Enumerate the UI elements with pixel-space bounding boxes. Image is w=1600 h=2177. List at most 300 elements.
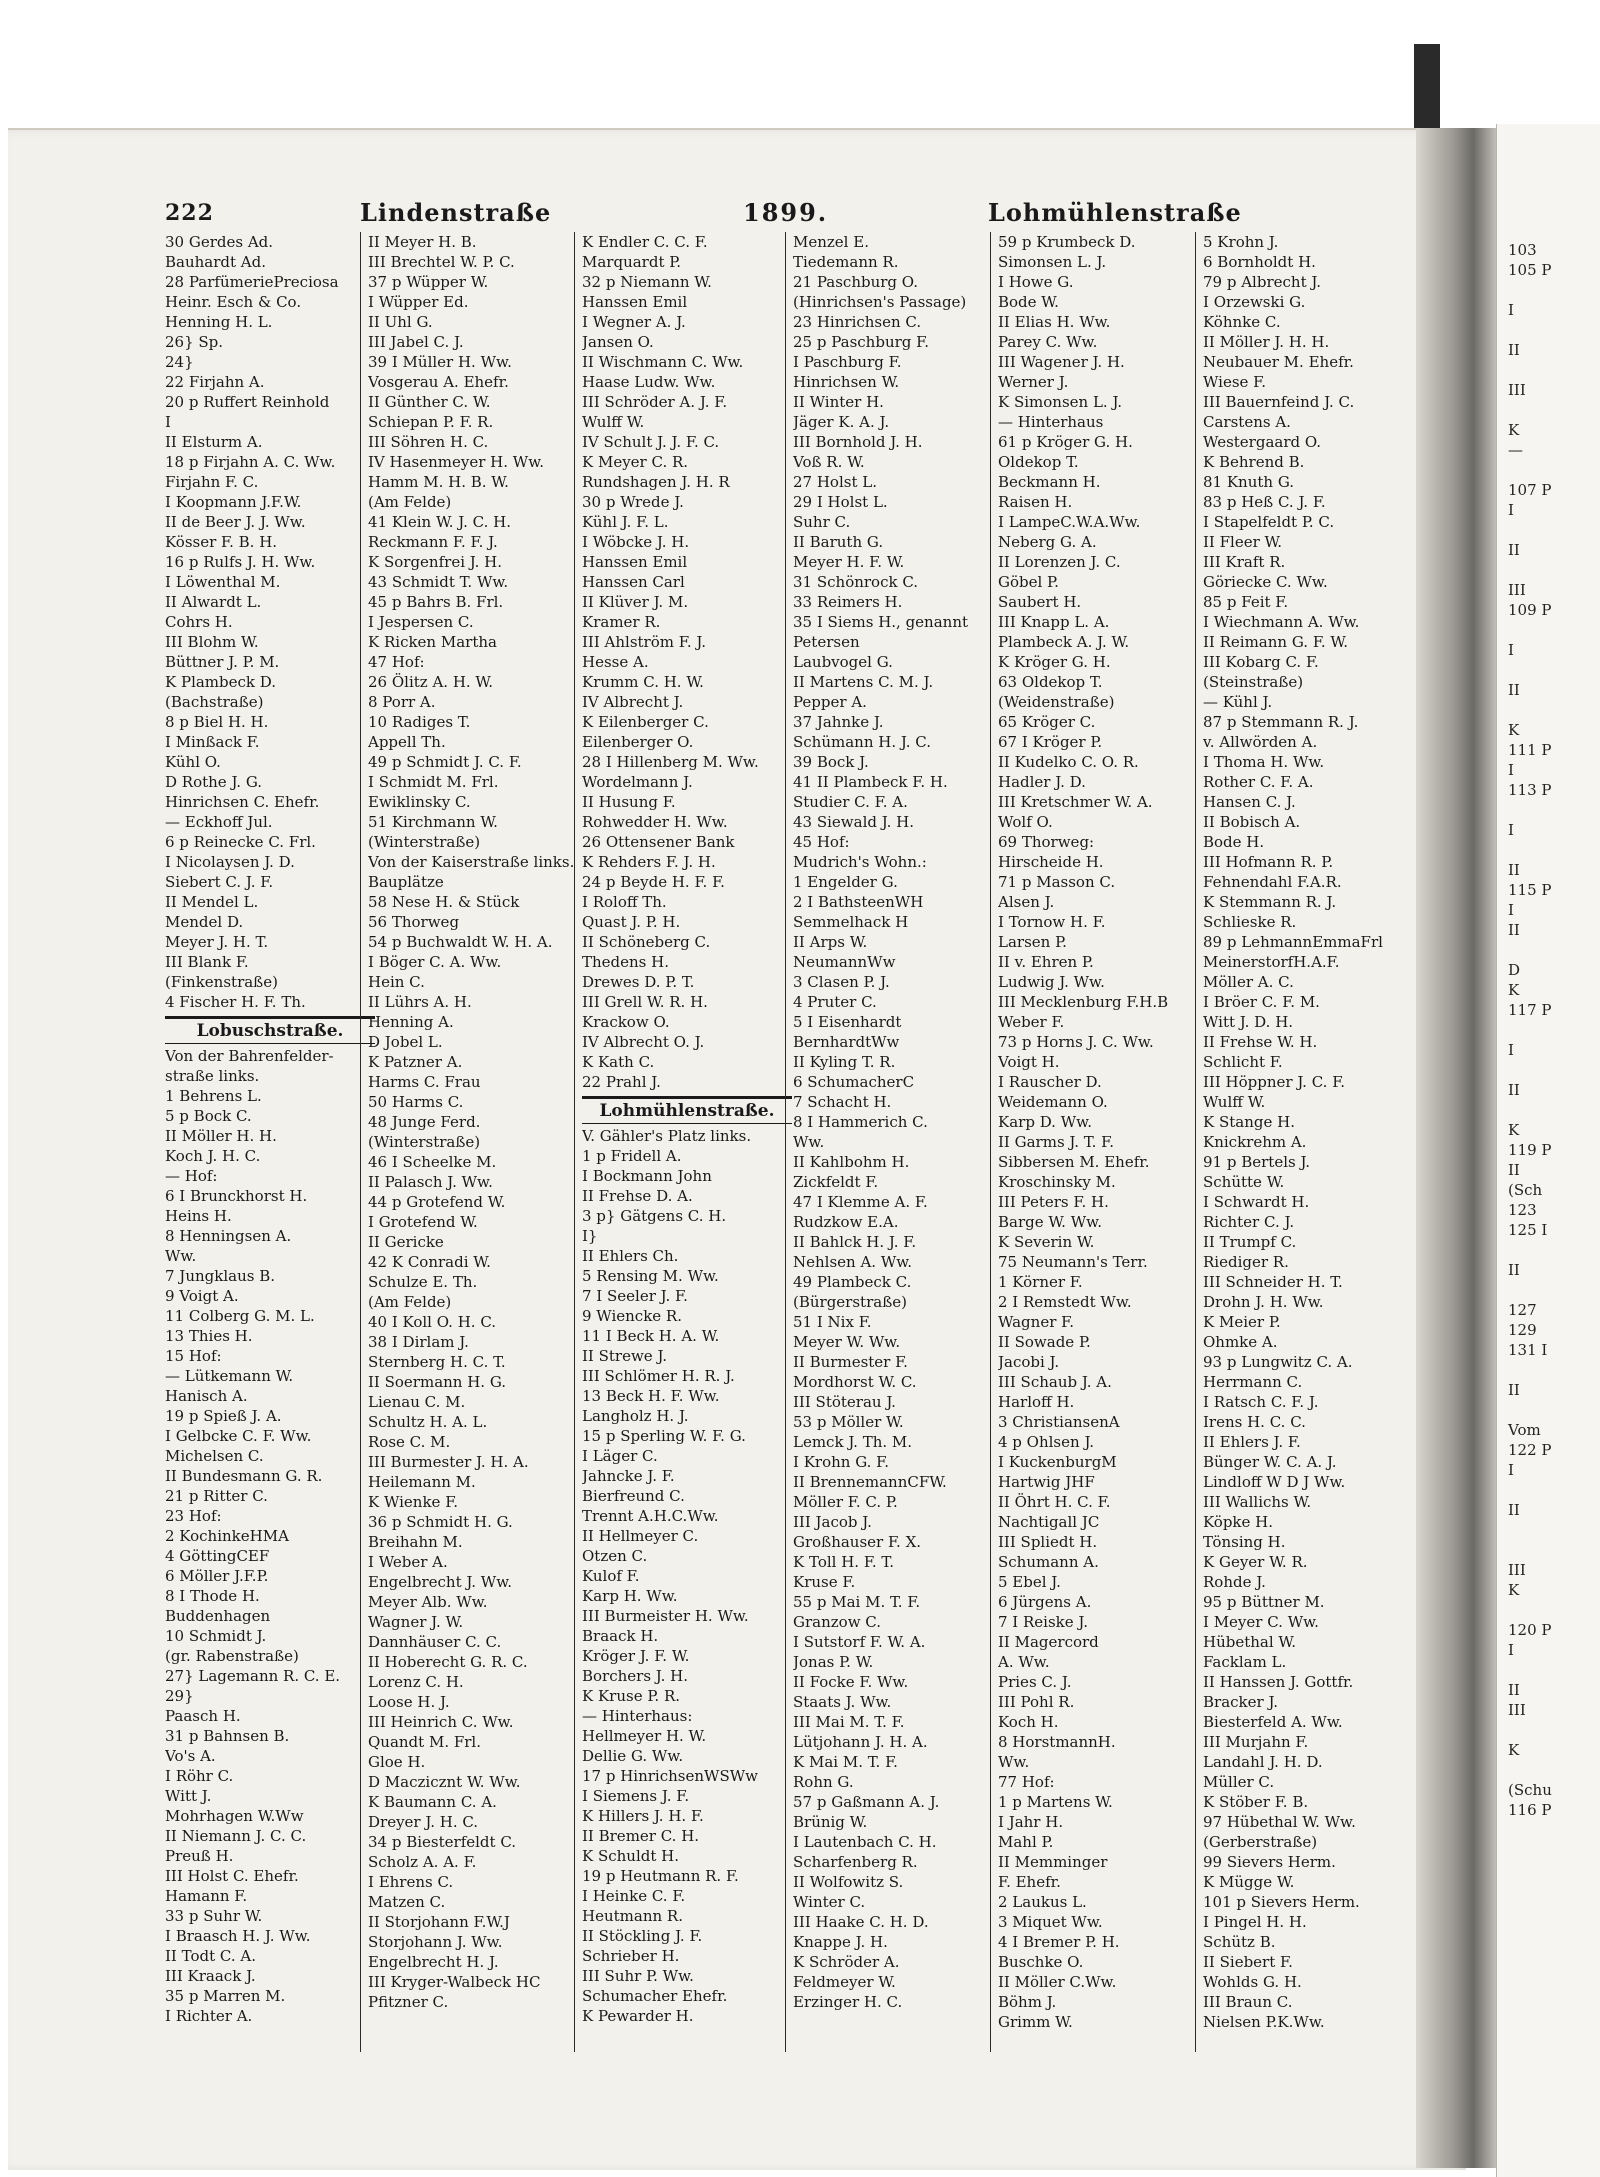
directory-entry: III Höppner J. C. F. xyxy=(1203,1073,1346,1091)
directory-entry: Otzen C. xyxy=(582,1547,648,1565)
directory-entry: K Plambeck D. xyxy=(165,673,277,691)
directory-entry: Heutmann R. xyxy=(582,1907,683,1925)
next-page-fragment: 115 P xyxy=(1508,881,1552,899)
directory-entry: 19 p Spieß J. A. xyxy=(165,1407,282,1425)
directory-entry: 85 p Feit F. xyxy=(1203,593,1289,611)
directory-entry: Jonas P. W. xyxy=(793,1653,874,1671)
directory-entry: II Möller C.Ww. xyxy=(998,1973,1117,1991)
directory-entry: Buddenhagen xyxy=(165,1607,271,1625)
directory-entry: K Wienke F. xyxy=(368,1493,459,1511)
directory-entry: K Kruse P. R. xyxy=(582,1687,681,1705)
next-page-fragment: 111 P xyxy=(1508,741,1552,759)
directory-entry: Hadler J. D. xyxy=(998,773,1086,791)
directory-entry: Sternberg H. C. T. xyxy=(368,1353,506,1371)
directory-entry: Krackow O. xyxy=(582,1013,670,1031)
directory-entry: 7 Schacht H. xyxy=(793,1093,892,1111)
directory-entry: Knappe J. H. xyxy=(793,1933,888,1951)
directory-entry: Alsen J. xyxy=(998,893,1055,911)
directory-entry: 61 p Kröger G. H. xyxy=(998,433,1133,451)
directory-entry: Studier C. F. A. xyxy=(793,793,908,811)
directory-entry: III Ahlström F. J. xyxy=(582,633,706,651)
directory-entry: Bauhardt Ad. xyxy=(165,253,267,271)
directory-entry: II Bremer C. H. xyxy=(582,1827,700,1845)
directory-entry: Pepper A. xyxy=(793,693,867,711)
directory-entry: Tiedemann R. xyxy=(793,253,899,271)
directory-entry: 6 Jürgens A. xyxy=(998,1593,1092,1611)
directory-entry: 29 I Holst L. xyxy=(793,493,888,511)
directory-entry: Knickrehm A. xyxy=(1203,1133,1307,1151)
directory-entry: Harloff H. xyxy=(998,1393,1075,1411)
directory-entry: Bauplätze xyxy=(368,873,444,891)
directory-entry: 75 Neumann's Terr. xyxy=(998,1253,1148,1271)
directory-entry: Hanssen Carl xyxy=(582,573,685,591)
directory-entry: I Ehrens C. xyxy=(368,1873,454,1891)
directory-entry: II Memminger xyxy=(998,1853,1108,1871)
directory-entry: II Bundesmann G. R. xyxy=(165,1467,323,1485)
directory-entry: straße links. xyxy=(165,1067,260,1085)
directory-entry: 2 I BathsteenWH xyxy=(793,893,924,911)
directory-entry: IV Hasenmeyer H. Ww. xyxy=(368,453,545,471)
directory-entry: 31 p Bahnsen B. xyxy=(165,1727,290,1745)
directory-entry: K Mai M. T. F. xyxy=(793,1753,898,1771)
directory-entry: Rohwedder H. Ww. xyxy=(582,813,728,831)
directory-entry: I Richter A. xyxy=(165,2007,253,2025)
directory-entry: Cohrs H. xyxy=(165,613,233,631)
directory-entry: — Eckhoff Jul. xyxy=(165,813,273,831)
directory-entry: Schulze E. Th. xyxy=(368,1273,478,1291)
directory-entry: Saubert H. xyxy=(998,593,1082,611)
directory-entry: 25 p Paschburg F. xyxy=(793,333,929,351)
directory-entry: I Paschburg F. xyxy=(793,353,902,371)
directory-entry: I Nicolaysen J. D. xyxy=(165,853,295,871)
directory-entry: 28 I Hillenberg M. Ww. xyxy=(582,753,759,771)
directory-entry: Kruse F. xyxy=(793,1573,856,1591)
directory-entry: I Röhr C. xyxy=(165,1767,234,1785)
directory-entry: II Lührs A. H. xyxy=(368,993,472,1011)
directory-entry: III Kretschmer W. A. xyxy=(998,793,1153,811)
directory-entry: III Kraft R. xyxy=(1203,553,1286,571)
directory-entry: 63 Oldekop T. xyxy=(998,673,1103,691)
directory-entry: Hübethal W. xyxy=(1203,1633,1296,1651)
directory-entry: 56 Thorweg xyxy=(368,913,460,931)
directory-entry: III Stöterau J. xyxy=(793,1393,896,1411)
directory-entry: I Krohn G. F. xyxy=(793,1453,890,1471)
directory-entry: II v. Ehren P. xyxy=(998,953,1094,971)
directory-entry: NeumannWw xyxy=(793,953,896,971)
directory-entry: Larsen P. xyxy=(998,933,1067,951)
directory-entry: 43 Schmidt T. Ww. xyxy=(368,573,509,591)
directory-entry: 49 p Schmidt J. C. F. xyxy=(368,753,522,771)
directory-entry: II Klüver J. M. xyxy=(582,593,689,611)
directory-entry: 89 p LehmannEmmaFrl xyxy=(1203,933,1383,951)
next-page-fragment: I xyxy=(1508,761,1514,779)
directory-entry: 10 Schmidt J. xyxy=(165,1627,267,1645)
directory-entry: 27} Lagemann R. C. E. xyxy=(165,1667,341,1685)
directory-entry: 4 Fischer H. F. Th. xyxy=(165,993,306,1011)
directory-entry: Wulff W. xyxy=(1203,1093,1266,1111)
directory-entry: II Storjohann F.W.J xyxy=(368,1913,510,1931)
directory-entry: 5 Ebel J. xyxy=(998,1573,1061,1591)
directory-entry: IV Schult J. J. F. C. xyxy=(582,433,720,451)
directory-entry: II Möller H. H. xyxy=(165,1127,277,1145)
directory-entry: (Finkenstraße) xyxy=(165,973,278,991)
directory-entry: Schütte W. xyxy=(1203,1173,1285,1191)
directory-entry: I Orzewski G. xyxy=(1203,293,1306,311)
directory-entry: Krumm C. H. W. xyxy=(582,673,704,691)
directory-entry: Suhr C. xyxy=(793,513,851,531)
directory-entry: Lütjohann J. H. A. xyxy=(793,1733,928,1751)
directory-entry: II Burmester F. xyxy=(793,1353,908,1371)
next-page-fragment: I xyxy=(1508,1041,1514,1059)
directory-entry: Voigt H. xyxy=(998,1053,1060,1071)
directory-entry: K Endler C. C. F. xyxy=(582,233,708,251)
directory-entry: I Wöbcke J. H. xyxy=(582,533,690,551)
directory-entry: K Behrend B. xyxy=(1203,453,1305,471)
next-page-fragment: II xyxy=(1508,1261,1520,1279)
directory-entry: Loose H. J. xyxy=(368,1693,450,1711)
directory-entry: 3 Clasen P. J. xyxy=(793,973,890,991)
directory-entry: III Suhr P. Ww. xyxy=(582,1967,694,1985)
directory-entry: Paasch H. xyxy=(165,1707,241,1725)
directory-entry: K Pewarder H. xyxy=(582,2007,694,2025)
directory-entry: Schiepan P. F. R. xyxy=(368,413,494,431)
next-page-fragment: II xyxy=(1508,341,1520,359)
directory-entry: II Martens C. M. J. xyxy=(793,673,934,691)
directory-entry: (Winterstraße) xyxy=(368,833,481,851)
directory-entry: Schümann H. J. C. xyxy=(793,733,931,751)
directory-entry: III Jabel C. J. xyxy=(368,333,464,351)
directory-entry: 58 Nese H. & Stück xyxy=(368,893,520,911)
directory-entry: II Ehlers Ch. xyxy=(582,1247,679,1265)
column-divider xyxy=(785,232,786,2052)
directory-entry: I Lautenbach C. H. xyxy=(793,1833,937,1851)
directory-entry: Meyer J. H. T. xyxy=(165,933,269,951)
next-page-fragment: Vom xyxy=(1508,1421,1541,1439)
directory-entry: Hanssen Emil xyxy=(582,293,688,311)
directory-entry: Schütz B. xyxy=(1203,1933,1276,1951)
column-4 xyxy=(793,232,1003,2012)
directory-entry: Voß R. W. xyxy=(793,453,865,471)
directory-entry: 59 p Krumbeck D. xyxy=(998,233,1136,251)
directory-entry: Rohn G. xyxy=(793,1773,854,1791)
directory-entry: Drohn J. H. Ww. xyxy=(1203,1293,1324,1311)
directory-entry: II Niemann J. C. C. xyxy=(165,1827,307,1845)
column-divider xyxy=(574,232,575,2052)
directory-entry: Jacobi J. xyxy=(998,1353,1060,1371)
directory-entry: 29} xyxy=(165,1687,194,1705)
directory-entry: III Holst C. Ehefr. xyxy=(165,1867,299,1885)
directory-entry: III Wallichs W. xyxy=(1203,1493,1312,1511)
directory-entry: Meyer W. Ww. xyxy=(793,1333,901,1351)
directory-entry: Vo's A. xyxy=(165,1747,216,1765)
directory-entry: — Hinterhaus: xyxy=(582,1707,693,1725)
directory-entry: 5 I Eisenhardt xyxy=(793,1013,902,1031)
next-page-fragment: I xyxy=(1508,1461,1514,1479)
directory-entry: 15 p Sperling W. F. G. xyxy=(582,1427,746,1445)
directory-entry: Heilemann M. xyxy=(368,1473,476,1491)
directory-entry: Bracker J. xyxy=(1203,1693,1279,1711)
directory-entry: III Burmester J. H. A. xyxy=(368,1453,529,1471)
directory-entry: 43 Siewald J. H. xyxy=(793,813,914,831)
directory-entry: III Knapp L. A. xyxy=(998,613,1110,631)
directory-entry: Hartwig JHF xyxy=(998,1473,1095,1491)
directory-entry: D Jobel L. xyxy=(368,1033,443,1051)
directory-entry: II Baruth G. xyxy=(793,533,884,551)
directory-entry: II Günther C. W. xyxy=(368,393,491,411)
directory-entry: I Wegner A. J. xyxy=(582,313,686,331)
directory-entry: Appell Th. xyxy=(368,733,446,751)
directory-entry: 26 Ölitz A. H. W. xyxy=(368,673,493,691)
directory-entry: Wohlds G. H. xyxy=(1203,1973,1302,1991)
directory-entry: III Söhren H. C. xyxy=(368,433,489,451)
next-page-fragment: K xyxy=(1508,981,1520,999)
directory-entry: Böhm J. xyxy=(998,1993,1057,2011)
directory-entry: 37 p Wüpper W. xyxy=(368,273,489,291)
directory-entry: K Ricken Martha xyxy=(368,633,497,651)
directory-entry: 71 p Masson C. xyxy=(998,873,1116,891)
next-page-fragment: II xyxy=(1508,861,1520,879)
directory-entry: I Thoma H. Ww. xyxy=(1203,753,1325,771)
directory-entry: K Simonsen L. J. xyxy=(998,393,1123,411)
directory-entry: Grimm W. xyxy=(998,2013,1073,2031)
directory-entry: Herrmann C. xyxy=(1203,1373,1303,1391)
directory-entry: Pfitzner C. xyxy=(368,1993,449,2011)
directory-entry: III Burmeister H. Ww. xyxy=(582,1607,749,1625)
directory-entry: 5 Rensing M. Ww. xyxy=(582,1267,719,1285)
directory-entry: Fehnendahl F.A.R. xyxy=(1203,873,1342,891)
directory-entry: 42 K Conradi W. xyxy=(368,1253,491,1271)
directory-entry: Richter C. J. xyxy=(1203,1213,1295,1231)
directory-entry: Tönsing H. xyxy=(1203,1533,1286,1551)
next-page-fragment: K xyxy=(1508,721,1520,739)
directory-entry: II Möller J. H. H. xyxy=(1203,333,1330,351)
directory-entry: II Garms J. T. F. xyxy=(998,1133,1114,1151)
directory-entry: K Stange H. xyxy=(1203,1113,1295,1131)
directory-entry: Rohde J. xyxy=(1203,1573,1266,1591)
directory-entry: — Lütkemann W. xyxy=(165,1367,294,1385)
directory-entry: II Sowade P. xyxy=(998,1333,1091,1351)
directory-entry: I Löwenthal M. xyxy=(165,573,281,591)
directory-entry: Witt J. xyxy=(165,1787,212,1805)
directory-entry: II Siebert F. xyxy=(1203,1953,1293,1971)
directory-entry: 38 I Dirlam J. xyxy=(368,1333,469,1351)
directory-entry: 3 Miquet Ww. xyxy=(998,1913,1103,1931)
directory-entry: 16 p Rulfs J. H. Ww. xyxy=(165,553,316,571)
directory-entry: Ww. xyxy=(165,1247,197,1265)
next-page-fragment: I xyxy=(1508,1641,1514,1659)
directory-entry: I Böger C. A. Ww. xyxy=(368,953,502,971)
directory-entry: II Gericke xyxy=(368,1233,444,1251)
directory-entry: (Am Felde) xyxy=(368,493,452,511)
directory-entry: 21 Paschburg O. xyxy=(793,273,918,291)
directory-entry: 24} xyxy=(165,353,194,371)
directory-entry: 87 p Stemmann R. J. xyxy=(1203,713,1359,731)
directory-entry: I xyxy=(165,413,171,431)
directory-entry: Dellie G. Ww. xyxy=(582,1747,684,1765)
next-page-fragment: D xyxy=(1508,961,1521,979)
directory-entry: Hinrichsen W. xyxy=(793,373,900,391)
directory-entry: II BrennemannCFW. xyxy=(793,1473,947,1491)
directory-entry: 79 p Albrecht J. xyxy=(1203,273,1321,291)
next-page-fragment: (Schu xyxy=(1508,1781,1552,1799)
directory-entry: Firjahn F. C. xyxy=(165,473,259,491)
directory-entry: — Hof: xyxy=(165,1167,218,1185)
next-page-fragment: 127 xyxy=(1508,1301,1537,1319)
directory-entry: III Schlömer H. R. J. xyxy=(582,1367,735,1385)
directory-entry: 40 I Koll O. H. C. xyxy=(368,1313,497,1331)
directory-entry: 22 Firjahn A. xyxy=(165,373,265,391)
directory-entry: K Kath C. xyxy=(582,1053,655,1071)
directory-entry: Koch J. H. C. xyxy=(165,1147,261,1165)
directory-entry: 7 I Reiske J. xyxy=(998,1613,1089,1631)
directory-entry: II Todt C. A. xyxy=(165,1947,256,1965)
directory-entry: I Bröer C. F. M. xyxy=(1203,993,1320,1011)
directory-entry: 32 p Niemann W. xyxy=(582,273,712,291)
next-page-fragment: I xyxy=(1508,821,1514,839)
directory-entry: Kramer R. xyxy=(582,613,661,631)
directory-entry: (Bürgerstraße) xyxy=(793,1293,907,1311)
directory-entry: 45 Hof: xyxy=(793,833,850,851)
directory-entry: 30 p Wrede J. xyxy=(582,493,684,511)
directory-entry: (Am Felde) xyxy=(368,1293,452,1311)
directory-entry: 35 p Marren M. xyxy=(165,1987,286,2005)
directory-entry: Reckmann F. F. J. xyxy=(368,533,498,551)
column-1 xyxy=(165,232,375,2026)
directory-entry: Kroschinsky M. xyxy=(998,1173,1116,1191)
directory-entry: 8 HorstmannH. xyxy=(998,1733,1116,1751)
directory-entry: 2 Laukus L. xyxy=(998,1893,1087,1911)
directory-entry: II Reimann G. F. W. xyxy=(1203,633,1348,651)
directory-entry: Kühl O. xyxy=(165,753,221,771)
directory-entry: Parey C. Ww. xyxy=(998,333,1098,351)
directory-entry: Breihahn M. xyxy=(368,1533,463,1551)
directory-entry: 54 p Buchwaldt W. H. A. xyxy=(368,933,553,951)
directory-entry: I Wiechmann A. Ww. xyxy=(1203,613,1360,631)
directory-entry: III Jacob J. xyxy=(793,1513,872,1531)
directory-entry: 2 KochinkeHMA xyxy=(165,1527,289,1545)
directory-entry: II Kudelko C. O. R. xyxy=(998,753,1139,771)
directory-entry: II Palasch J. Ww. xyxy=(368,1173,493,1191)
directory-entry: III Pohl R. xyxy=(998,1693,1075,1711)
directory-entry: Michelsen C. xyxy=(165,1447,264,1465)
directory-entry: II Bahlck H. J. F. xyxy=(793,1233,917,1251)
directory-entry: Nehlsen A. Ww. xyxy=(793,1253,913,1271)
directory-entry: III Mai M. T. F. xyxy=(793,1713,905,1731)
directory-entry: II Wolfowitz S. xyxy=(793,1873,904,1891)
directory-entry: Bierfreund C. xyxy=(582,1487,685,1505)
directory-entry: Vosgerau A. Ehefr. xyxy=(368,373,509,391)
directory-entry: II Kyling T. R. xyxy=(793,1053,896,1071)
directory-entry: Rudzkow E.A. xyxy=(793,1213,899,1231)
directory-entry: Karp H. Ww. xyxy=(582,1587,678,1605)
directory-entry: 7 I Seeler J. F. xyxy=(582,1287,688,1305)
directory-entry: 20 p Ruffert Reinhold xyxy=(165,393,330,411)
directory-entry: 1 p Fridell A. xyxy=(582,1147,682,1165)
directory-entry: Mahl P. xyxy=(998,1833,1054,1851)
directory-entry: 35 I Siems H., genannt xyxy=(793,613,969,631)
directory-entry: Werner J. xyxy=(998,373,1069,391)
directory-entry: 15 Hof: xyxy=(165,1347,222,1365)
column-3 xyxy=(582,232,792,2026)
directory-entry: 8 I Thode H. xyxy=(165,1587,260,1605)
directory-entry: Hesse A. xyxy=(582,653,649,671)
directory-entry: Laubvogel G. xyxy=(793,653,893,671)
directory-entry: 37 Jahnke J. xyxy=(793,713,884,731)
directory-entry: Beckmann H. xyxy=(998,473,1101,491)
directory-entry: Westergaard O. xyxy=(1203,433,1322,451)
directory-entry: Weber F. xyxy=(998,1013,1065,1031)
directory-entry: I Roloff Th. xyxy=(582,893,667,911)
directory-entry: 47 I Klemme A. F. xyxy=(793,1193,928,1211)
directory-entry: Kröger J. F. W. xyxy=(582,1647,690,1665)
next-page-fragment: III xyxy=(1508,381,1526,399)
directory-entry: 8 Porr A. xyxy=(368,693,436,711)
directory-entry: II de Beer J. J. Ww. xyxy=(165,513,306,531)
directory-entry: I KuckenburgM xyxy=(998,1453,1117,1471)
directory-entry: II Stöckling J. F. xyxy=(582,1927,703,1945)
directory-entry: 28 ParfümeriePreciosa xyxy=(165,273,339,291)
directory-entry: K Kröger G. H. xyxy=(998,653,1111,671)
directory-entry: Zickfeldt F. xyxy=(793,1173,879,1191)
directory-entry: Hanisch A. xyxy=(165,1387,248,1405)
directory-entry: 27 Holst L. xyxy=(793,473,877,491)
directory-entry: Möller F. C. P. xyxy=(793,1493,898,1511)
directory-entry: 9 Voigt A. xyxy=(165,1287,239,1305)
directory-entry: I Gelbcke C. F. Ww. xyxy=(165,1427,312,1445)
directory-entry: 67 I Kröger P. xyxy=(998,733,1103,751)
next-page-fragment: I xyxy=(1508,501,1514,519)
next-page-fragment: K xyxy=(1508,1121,1520,1139)
directory-entry: I Bockmann John xyxy=(582,1167,712,1185)
directory-entry: III Bauernfeind J. C. xyxy=(1203,393,1355,411)
column-divider xyxy=(1195,232,1196,2052)
directory-entry: D Maczicznt W. Ww. xyxy=(368,1773,521,1791)
directory-entry: Storjohann J. Ww. xyxy=(368,1933,503,1951)
directory-entry: II Schöneberg C. xyxy=(582,933,711,951)
next-page-fragment: 123 xyxy=(1508,1201,1537,1219)
directory-entry: Witt J. D. H. xyxy=(1203,1013,1294,1031)
directory-entry: Langholz H. J. xyxy=(582,1407,689,1425)
directory-entry: 53 p Möller W. xyxy=(793,1413,904,1431)
next-page-fragment: 129 xyxy=(1508,1321,1537,1339)
directory-entry: Hansen C. J. xyxy=(1203,793,1296,811)
directory-entry: K Eilenberger C. xyxy=(582,713,709,731)
directory-entry: II Husung F. xyxy=(582,793,676,811)
directory-entry: K Hillers J. H. F. xyxy=(582,1807,704,1825)
directory-entry: II Magercord xyxy=(998,1633,1099,1651)
directory-entry: A. Ww. xyxy=(998,1653,1050,1671)
directory-entry: I Grotefend W. xyxy=(368,1213,478,1231)
directory-entry: Lemck J. Th. M. xyxy=(793,1433,913,1451)
section-heading: Lobuschstraße. xyxy=(165,1016,375,1044)
directory-entry: v. Allwörden A. xyxy=(1203,733,1318,751)
directory-entry: Heinr. Esch & Co. xyxy=(165,293,302,311)
directory-entry: Landahl J. H. D. xyxy=(1203,1753,1323,1771)
directory-entry: III Schaub J. A. xyxy=(998,1373,1112,1391)
right-street-heading: Lohmühlenstraße xyxy=(988,198,1242,227)
directory-entry: 1 Behrens L. xyxy=(165,1087,262,1105)
spine-shadow xyxy=(1416,128,1498,2168)
directory-entry: Pries C. J. xyxy=(998,1673,1072,1691)
directory-entry: 47 Hof: xyxy=(368,653,425,671)
directory-entry: Trennt A.H.C.Ww. xyxy=(582,1507,719,1525)
next-page-fragment: K xyxy=(1508,1581,1520,1599)
directory-entry: Oldekop T. xyxy=(998,453,1079,471)
directory-entry: 6 Bornholdt H. xyxy=(1203,253,1316,271)
directory-entry: Hanssen Emil xyxy=(582,553,688,571)
directory-entry: K Geyer W. R. xyxy=(1203,1553,1308,1571)
directory-entry: 31 Schönrock C. xyxy=(793,573,919,591)
